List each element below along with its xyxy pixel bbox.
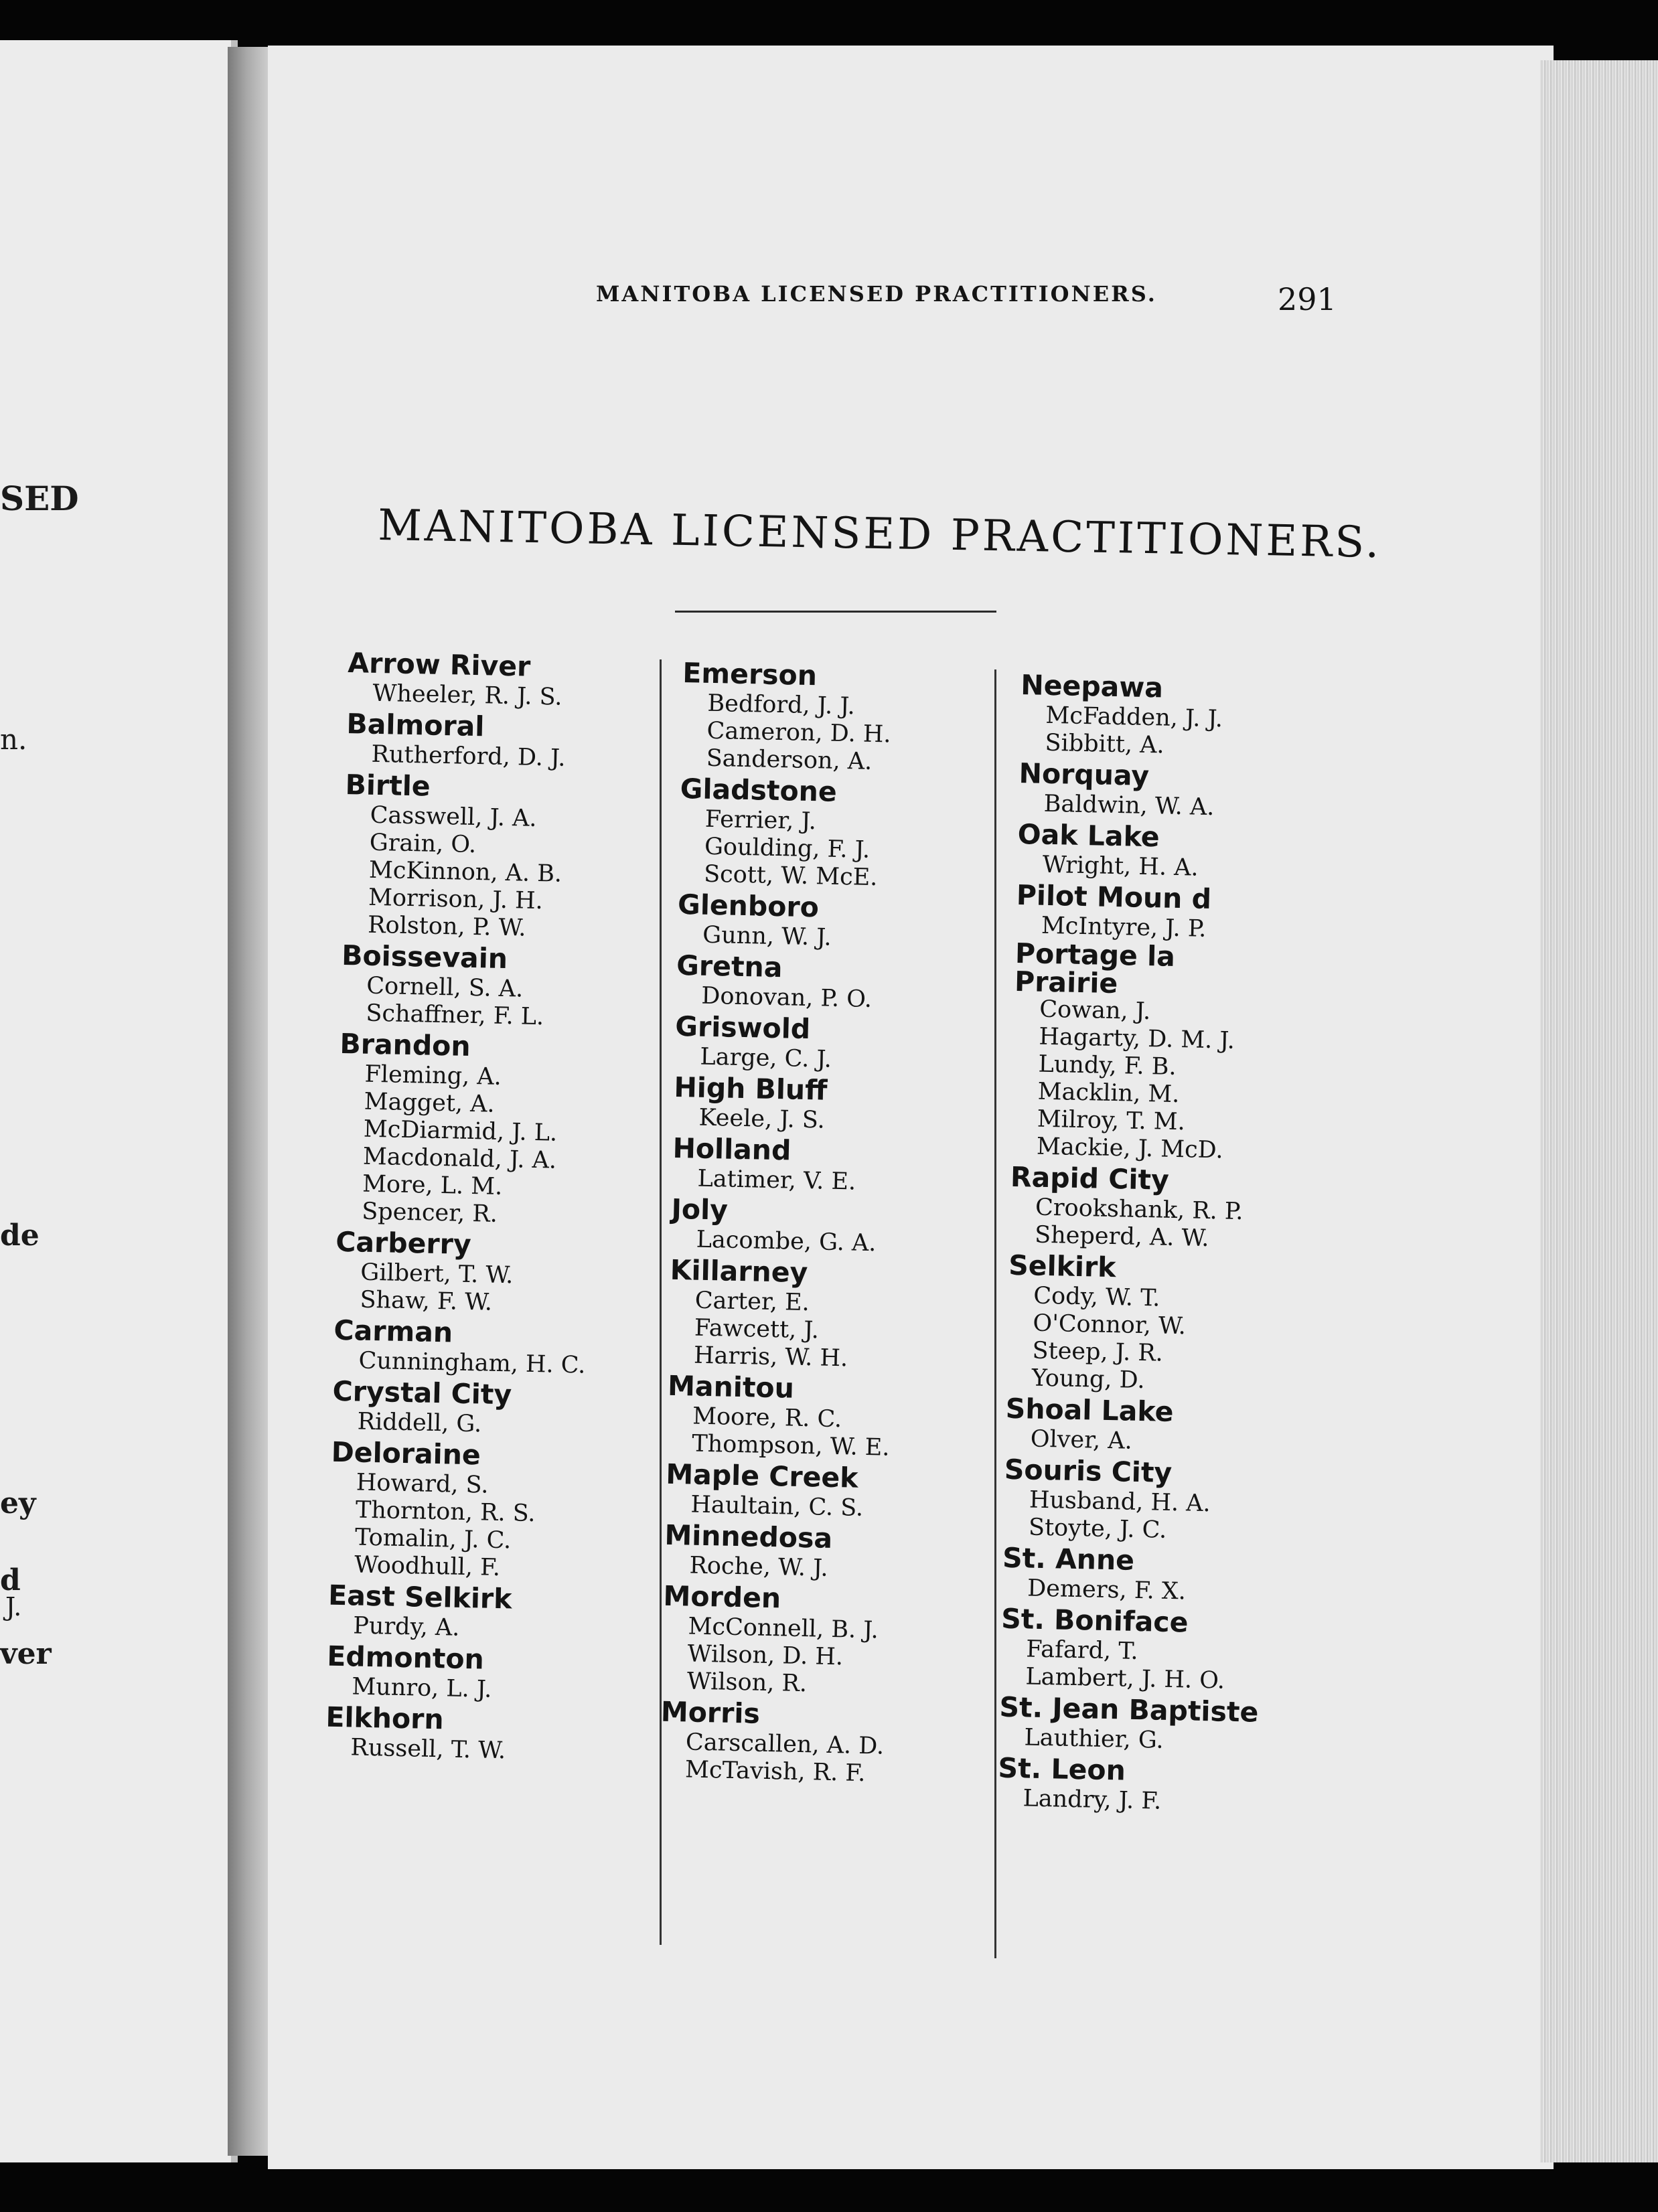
practitioner-name: Fleming, A.: [364, 1060, 502, 1091]
place-entry: [1003, 1453, 1380, 1549]
place-entry: [1018, 757, 1394, 825]
practitioner-name: Wilson, R.: [686, 1668, 808, 1698]
place-name: Norquay: [1019, 757, 1150, 793]
left-page-fragment: SED: [0, 479, 79, 518]
practitioner-name: Rutherford, D. J.: [371, 740, 566, 772]
practitioner-name: Carscallen, A. D.: [685, 1729, 885, 1760]
place-name: Carman: [333, 1314, 453, 1349]
practitioner-name: Lacombe, G. A.: [696, 1226, 877, 1257]
place-name: Souris City: [1004, 1453, 1173, 1489]
place-name: Emerson: [682, 656, 818, 692]
place-entry: [346, 707, 722, 776]
place-entry: [1006, 1249, 1383, 1400]
place-name: Selkirk: [1008, 1249, 1116, 1284]
practitioner-name: Cowan, J.: [1039, 996, 1151, 1026]
place-entry: [676, 949, 1052, 1018]
place-entry: [673, 1071, 1049, 1139]
practitioner-list: [1000, 1636, 1376, 1698]
practitioner-name: Baldwin, W. A.: [1043, 790, 1215, 821]
practitioner-name: Bedford, J. J.: [707, 690, 856, 720]
place-name: Morris: [660, 1695, 761, 1730]
place-name: Joly: [671, 1192, 729, 1227]
practitioner-name: Harris, W. H.: [693, 1342, 848, 1372]
practitioner-name: Macklin, M.: [1037, 1078, 1180, 1109]
practitioner-name: Sibbitt, A.: [1045, 729, 1165, 759]
practitioner-name: Grain, O.: [369, 829, 477, 859]
practitioner-list: [336, 1060, 714, 1233]
place-name: Portage la Prairie: [1014, 937, 1176, 1000]
practitioner-list: [1006, 1282, 1383, 1400]
practitioner-name: Crookshank, R. P.: [1035, 1194, 1244, 1226]
page-number: 291: [1278, 281, 1337, 317]
practitioner-name: Milroy, T. M.: [1037, 1105, 1186, 1136]
place-entry: [333, 1314, 709, 1382]
place-name: Maple Creek: [665, 1457, 858, 1494]
place-name: St. Jean Baptiste: [998, 1690, 1259, 1729]
practitioner-list: [1003, 1486, 1379, 1549]
practitioner-name: McTavish, R. F.: [684, 1756, 866, 1788]
place-entry: [342, 768, 721, 947]
practitioner-name: Tomalin, J. C.: [354, 1524, 512, 1555]
practitioner-name: More, L. M.: [362, 1170, 503, 1200]
practitioner-name: Young, D.: [1031, 1364, 1146, 1395]
practitioner-name: McIntyre, J. P.: [1041, 912, 1207, 943]
practitioner-name: Wright, H. A.: [1042, 851, 1199, 882]
place-entry: [1019, 668, 1396, 765]
place-name: Killarney: [670, 1253, 808, 1289]
practitioner-name: Cody, W. T.: [1033, 1282, 1160, 1312]
place-entry: [1011, 939, 1391, 1168]
place-entry: [664, 1518, 1040, 1587]
place-entry: [670, 1192, 1047, 1261]
left-page-fragment: J.: [5, 1592, 22, 1622]
practitioner-name: Ferrier, J.: [704, 805, 817, 836]
place-name: Arrow River: [347, 646, 531, 683]
left-page-fragment: ver: [0, 1637, 52, 1671]
place-entry: [998, 1690, 1375, 1759]
place-entry: [1000, 1602, 1377, 1698]
practitioner-name: Steep, J. R.: [1032, 1337, 1164, 1367]
practitioner-name: Shaw, F. W.: [360, 1286, 493, 1316]
running-head: MANITOBA LICENSED PRACTITIONERS.: [596, 281, 1157, 307]
place-name: Rapid City: [1010, 1160, 1170, 1196]
practitioner-name: Mackie, J. McD.: [1036, 1133, 1224, 1164]
place-entry: [1016, 817, 1393, 886]
practitioner-name: Donovan, P. O.: [700, 982, 873, 1014]
practitioner-name: Hagarty, D. M. J.: [1039, 1023, 1235, 1054]
place-entry: [336, 1027, 715, 1233]
practitioner-name: Spencer, R.: [361, 1198, 498, 1228]
practitioner-name: Wheeler, R. J. S.: [372, 680, 562, 711]
place-name: Griswold: [674, 1010, 811, 1046]
left-page-fragment: de: [0, 1218, 40, 1253]
practitioner-name: Howard, S.: [356, 1469, 489, 1499]
place-name: Morden: [663, 1579, 781, 1615]
practitioner-name: Haultain, C. S.: [690, 1491, 864, 1522]
practitioner-name: Purdy, A.: [352, 1612, 460, 1642]
practitioner-list: [340, 972, 717, 1035]
practitioner-list: [342, 801, 720, 947]
practitioner-name: Magget, A.: [364, 1088, 496, 1118]
place-name: Glenboro: [677, 888, 820, 924]
practitioner-name: Cameron, D. H.: [706, 717, 891, 748]
place-name: Neepawa: [1020, 668, 1164, 704]
practitioner-name: McFadden, J. J.: [1045, 702, 1223, 733]
practitioner-name: Cunningham, H. C.: [358, 1347, 586, 1379]
place-entry: [660, 1695, 1037, 1792]
page-edges: [1540, 60, 1658, 2162]
place-name: Birtle: [345, 768, 431, 803]
place-name: St. Anne: [1002, 1541, 1135, 1577]
place-entry: [680, 656, 1058, 780]
practitioner-name: Rolston, P. W.: [367, 911, 526, 942]
practitioner-list: [334, 1259, 710, 1322]
practitioner-name: McDiarmid, J. L.: [363, 1115, 558, 1147]
place-entry: [668, 1253, 1046, 1377]
place-entry: [665, 1457, 1041, 1526]
practitioner-name: Gilbert, T. W.: [360, 1259, 514, 1289]
practitioner-name: Moore, R. C.: [692, 1403, 842, 1433]
left-facing-page: [0, 40, 238, 2162]
practitioner-name: Sanderson, A.: [706, 744, 873, 775]
place-entry: [1009, 1160, 1386, 1257]
place-name: Oak Lake: [1017, 817, 1160, 854]
practitioner-name: Landry, J. F.: [1023, 1785, 1162, 1815]
place-name: St. Boniface: [1000, 1602, 1189, 1639]
place-name: Carberry: [335, 1225, 472, 1261]
practitioner-name: Demers, F. X.: [1027, 1575, 1187, 1605]
practitioner-name: McConnell, B. J.: [688, 1613, 879, 1644]
practitioner-name: Lauthier, G.: [1024, 1724, 1164, 1754]
place-entry: [1004, 1392, 1381, 1461]
practitioner-name: McKinnon, A. B.: [368, 856, 562, 888]
practitioner-list: [660, 1729, 1036, 1792]
place-entry: [1002, 1541, 1378, 1610]
place-entry: [674, 1010, 1051, 1079]
place-entry: [1016, 878, 1392, 947]
practitioner-list: [1019, 702, 1396, 765]
practitioner-name: Munro, L. J.: [352, 1673, 492, 1703]
practitioner-name: Russell, T. W.: [350, 1734, 506, 1765]
place-entry: [334, 1225, 711, 1322]
practitioner-list: [1011, 996, 1389, 1168]
book-gutter: [228, 47, 269, 2156]
practitioner-name: Keele, J. S.: [698, 1104, 826, 1134]
practitioner-name: Carter, E.: [694, 1287, 810, 1317]
place-entry: [347, 646, 723, 715]
practitioner-name: Stoyte, J. C.: [1028, 1514, 1167, 1544]
practitioner-name: Fawcett, J.: [694, 1314, 820, 1344]
practitioner-list: [1009, 1194, 1385, 1257]
place-entry: [678, 772, 1056, 896]
place-entry: [326, 1640, 702, 1709]
practitioner-list: [329, 1469, 706, 1587]
place-name: Deloraine: [331, 1435, 481, 1472]
practitioner-name: Roche, W. J.: [689, 1552, 829, 1582]
place-name: Crystal City: [332, 1374, 512, 1411]
practitioner-name: Morrison, J. H.: [368, 884, 544, 915]
place-entry: [997, 1751, 1373, 1820]
place-name: Brandon: [340, 1027, 471, 1062]
place-entry: [331, 1374, 708, 1443]
place-name: Minnedosa: [664, 1518, 833, 1555]
practitioner-name: Casswell, J. A.: [370, 801, 537, 832]
practitioner-list: [680, 690, 1057, 780]
practitioner-list: [678, 805, 1055, 896]
practitioner-name: Scott, W. McE.: [703, 860, 878, 892]
practitioner-name: Latimer, V. E.: [697, 1165, 856, 1196]
practitioner-name: Olver, A.: [1030, 1425, 1133, 1455]
place-name: East Selkirk: [327, 1579, 512, 1615]
place-entry: [661, 1579, 1039, 1703]
practitioner-list: [661, 1613, 1037, 1703]
place-entry: [340, 939, 717, 1035]
place-entry: [325, 1701, 701, 1769]
practitioner-name: Wilson, D. H.: [687, 1640, 844, 1671]
practitioner-name: Macdonald, J. A.: [362, 1143, 557, 1174]
left-page-fragment: ey: [0, 1486, 36, 1520]
practitioner-name: Sheperd, A. W.: [1034, 1221, 1209, 1253]
practitioner-name: Fafard, T.: [1025, 1636, 1139, 1665]
practitioner-name: Thompson, W. E.: [691, 1430, 890, 1462]
place-name: Elkhorn: [325, 1701, 445, 1736]
practitioner-name: O'Connor, W.: [1033, 1310, 1187, 1340]
practitioner-list: [668, 1287, 1045, 1377]
place-entry: [672, 1131, 1048, 1200]
place-name: Balmoral: [346, 707, 485, 743]
practitioner-name: Lambert, J. H. O.: [1025, 1663, 1225, 1694]
place-name: St. Leon: [998, 1751, 1126, 1787]
place-name: Manitou: [667, 1369, 795, 1405]
directory-column-2: [660, 656, 1058, 1791]
page-title: MANITOBA LICENSED PRACTITIONERS.: [377, 501, 1382, 568]
place-entry: [677, 888, 1053, 957]
place-entry: [327, 1579, 704, 1648]
place-name: Pilot Moun d: [1016, 878, 1212, 916]
left-page-fragment: n.: [0, 723, 27, 756]
place-name: Gladstone: [680, 772, 838, 808]
practitioner-name: Woodhull, F.: [354, 1551, 501, 1582]
practitioner-list: [666, 1403, 1043, 1466]
practitioner-name: Large, C. J.: [700, 1043, 832, 1073]
practitioner-name: Schaffner, F. L.: [366, 1000, 544, 1031]
place-entry: [329, 1435, 706, 1587]
place-name: Boissevain: [341, 939, 508, 975]
place-entry: [666, 1369, 1043, 1466]
practitioner-name: Lundy, F. B.: [1038, 1050, 1177, 1081]
practitioner-name: Husband, H. A.: [1029, 1486, 1211, 1518]
practitioner-name: Thornton, R. S.: [355, 1496, 536, 1528]
practitioner-name: Goulding, F. J.: [704, 833, 871, 864]
practitioner-name: Riddell, G.: [357, 1408, 482, 1438]
directory-column-3: [997, 668, 1396, 1820]
practitioner-name: Cornell, S. A.: [366, 972, 524, 1003]
place-name: Edmonton: [326, 1640, 485, 1676]
title-rule: [675, 611, 996, 613]
place-name: Shoal Lake: [1005, 1392, 1174, 1429]
left-page-fragment: d: [0, 1563, 21, 1597]
place-name: Holland: [672, 1131, 792, 1167]
place-name: Gretna: [676, 949, 783, 984]
place-name: High Bluff: [674, 1071, 828, 1107]
practitioner-name: Gunn, W. J.: [702, 921, 832, 951]
